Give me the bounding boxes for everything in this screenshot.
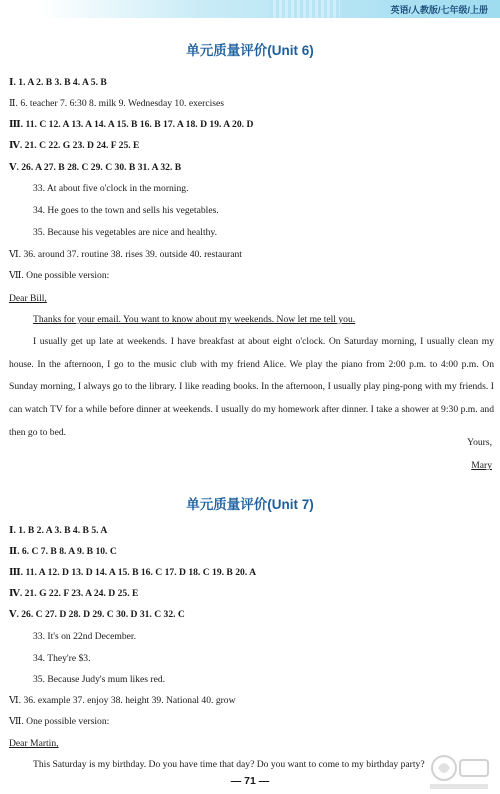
unit6-row-9: Ⅵ. 36. around 37. routine 38. rises 39. outside 40. restaurant [9, 249, 242, 260]
header-decoration [270, 0, 340, 18]
unit6-title: 单元质量评价(Unit 6) [186, 43, 314, 58]
header-label: 英语/人教版/七年级/上册 [390, 5, 488, 15]
watermark-logo [424, 752, 494, 792]
unit6-row-1: Ⅰ. 1. A 2. B 3. B 4. A 5. B [9, 77, 107, 88]
unit7-row-3: Ⅲ. 11. A 12. D 13. D 14. A 15. B 16. C 17. D 18. C 19. B 20. A [9, 567, 257, 578]
unit6-row-4: Ⅳ. 21. C 22. G 23. D 24. F 25. E [9, 140, 140, 151]
unit7-row-4: Ⅳ. 21. G 22. F 23. A 24. D 25. E [9, 588, 139, 599]
unit7-row-2: Ⅱ. 6. C 7. B 8. A 9. B 10. C [9, 546, 117, 557]
unit6-row-3: Ⅲ. 11. C 12. A 13. A 14. A 15. B 16. B 17. A 18. D 19. A 20. D [9, 119, 254, 130]
unit7-row-7: 34. They're $3. [33, 653, 91, 664]
unit7-letter-first-line: This Saturday is my birthday. Do you have time that day? Do you want to come to my birthday party? [33, 759, 425, 770]
header-band [0, 0, 500, 18]
unit6-row-6: 33. At about five o'clock in the morning. [33, 183, 189, 194]
unit7-row-9: Ⅵ. 36. example 37. enjoy 38. height 39. National 40. grow [9, 695, 236, 706]
unit6-letter-first-line: Thanks for your email. You want to know about my weekends. Now let me tell you. [33, 314, 356, 325]
unit7-greeting: Dear Martin, [9, 738, 59, 749]
unit6-row-10: Ⅶ. One possible version: [9, 270, 110, 281]
unit6-row-2: Ⅱ. 6. teacher 7. 6:30 8. milk 9. Wednesday 10. exercises [9, 98, 224, 109]
unit7-title: 单元质量评价(Unit 7) [186, 497, 314, 512]
unit7-row-1: Ⅰ. 1. B 2. A 3. B 4. B 5. A [9, 525, 108, 536]
unit6-closing: Yours, [467, 437, 492, 448]
unit6-row-8: 35. Because his vegetables are nice and healthy. [33, 227, 217, 238]
unit6-row-5: Ⅴ. 26. A 27. B 28. C 29. C 30. B 31. A 32. B [9, 162, 182, 173]
unit6-signature: Mary [471, 460, 492, 471]
unit6-row-7: 34. He goes to the town and sells his vegetables. [33, 205, 219, 216]
page-number: — 71 — [230, 775, 270, 787]
unit7-row-10: Ⅶ. One possible version: [9, 716, 110, 727]
unit7-row-6: 33. It's on 22nd December. [33, 631, 136, 642]
unit6-greeting: Dear Bill, [9, 293, 47, 304]
unit6-letter-body: I usually get up late at weekends. I have breakfast at about eight o'clock. On Saturday morning, I usually clean my house. In the afternoon, I go to the music club with my friend Alice. We play the piano from 2:00 p.m. to 4:00 p.m. On Sunday morning, I always go to the library. I like reading books. In the afternoon, I usually play ping-pong with my friends. I can watch TV for a while before dinner at weekends. I usually do my homework after dinner. I take a shower at 9:30 p.m. and then go to bed. [9, 336, 494, 438]
unit7-row-8: 35. Because Judy's mum likes red. [33, 674, 166, 685]
unit7-row-5: Ⅴ. 26. C 27. D 28. D 29. C 30. D 31. C 32. C [9, 609, 185, 620]
